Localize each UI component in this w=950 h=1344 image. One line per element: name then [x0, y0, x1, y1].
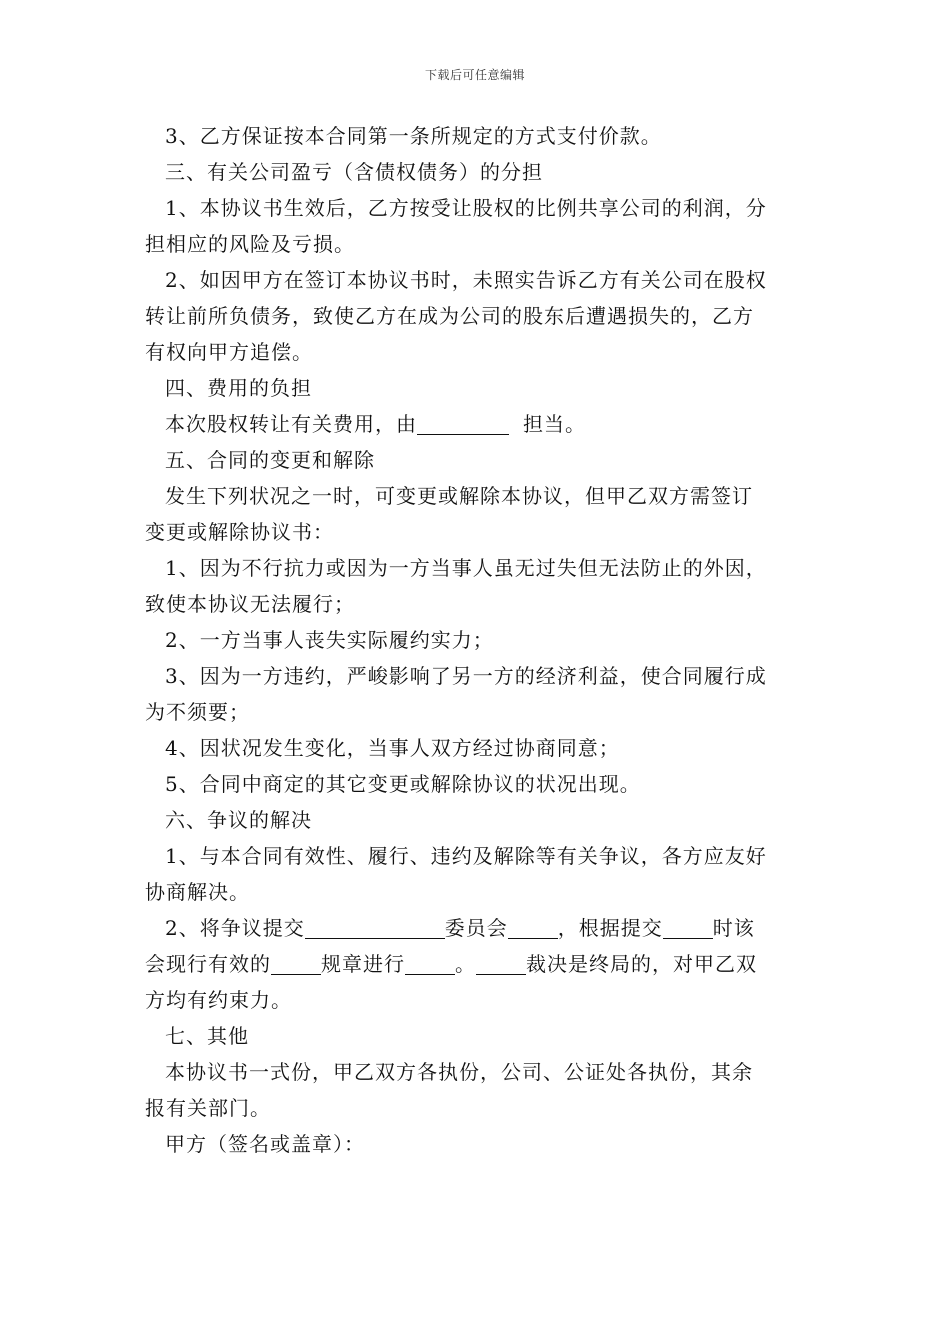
- clause-text-part: 委员会: [444, 916, 508, 940]
- clause-text-part: 规章进行: [321, 952, 405, 976]
- clause-text-part: 本次股权转让有关费用，由: [165, 412, 417, 436]
- clause-text: 为不须要；: [145, 700, 250, 724]
- clause-text: 变更或解除协议书：: [145, 520, 334, 544]
- clause-text: 2、一方当事人丧失实际履约实力；: [165, 628, 494, 652]
- clause-text-part: 担当。: [523, 412, 586, 436]
- fill-blank: [271, 952, 321, 975]
- clause-text: 有权向甲方追偿。: [145, 340, 313, 364]
- clause-text: 1、本协议书生效后，乙方按受让股权的比例共享公司的利润，分: [165, 196, 767, 220]
- page-header-note: 下载后可任意编辑: [424, 68, 525, 82]
- section-heading: 五、合同的变更和解除: [165, 448, 375, 472]
- clause-text: 3、因为一方违约，严峻影响了另一方的经济利益，使合同履行成: [165, 664, 767, 688]
- signature-line: 甲方（签名或盖章）：: [165, 1132, 365, 1156]
- section-heading: 四、费用的负担: [165, 376, 312, 400]
- clause-text: 3、乙方保证按本合同第一条所规定的方式支付价款。: [165, 124, 662, 148]
- fill-blank: [663, 916, 713, 939]
- clause-text: 致使本协议无法履行；: [145, 592, 355, 616]
- clause-text: 方均有约束力。: [145, 988, 292, 1012]
- clause-text-part: 2、将争议提交: [165, 916, 305, 940]
- section-heading: 六、争议的解决: [165, 808, 312, 832]
- clause-text: [145, 946, 807, 982]
- clause-text-part: 裁决是终局的，对甲乙双: [526, 952, 757, 976]
- clause-text: 协商解决。: [145, 880, 250, 904]
- section-heading: 三、有关公司盈亏（含债权债务）的分担: [165, 160, 543, 184]
- section-heading: 七、其他: [165, 1024, 249, 1048]
- clause-text: 本协议书一式份，甲乙双方各执份，公司、公证处各执份，其余: [165, 1060, 753, 1084]
- clause-text-part: 。: [455, 952, 476, 976]
- clause-text: 担相应的风险及亏损。: [145, 232, 355, 256]
- clause-text: [145, 910, 807, 946]
- fill-blank: [417, 412, 509, 435]
- fill-blank: [508, 916, 558, 939]
- fill-blank: [476, 952, 526, 975]
- document-body: [145, 118, 807, 1162]
- clause-text: 1、因为不行抗力或因为一方当事人虽无过失但无法防止的外因，: [165, 556, 767, 580]
- clause-text: 转让前所负债务，致使乙方在成为公司的股东后遭遇损失的，乙方: [145, 304, 754, 328]
- clause-text: [145, 406, 807, 442]
- clause-text-part: 会现行有效的: [145, 952, 271, 976]
- clause-text: 发生下列状况之一时，可变更或解除本协议，但甲乙双方需签订: [165, 484, 753, 508]
- clause-text: 5、合同中商定的其它变更或解除协议的状况出现。: [165, 772, 641, 796]
- clause-text: 1、与本合同有效性、履行、违约及解除等有关争议，各方应友好: [165, 844, 767, 868]
- fill-blank: [305, 916, 445, 939]
- clause-text-part: ，根据提交: [557, 916, 663, 940]
- clause-text: 2、如因甲方在签订本协议书时，未照实告诉乙方有关公司在股权: [165, 268, 767, 292]
- clause-text-part: 时该: [712, 916, 755, 940]
- fill-blank: [405, 952, 455, 975]
- clause-text: 4、因状况发生变化，当事人双方经过协商同意；: [165, 736, 620, 760]
- clause-text: 报有关部门。: [145, 1096, 271, 1120]
